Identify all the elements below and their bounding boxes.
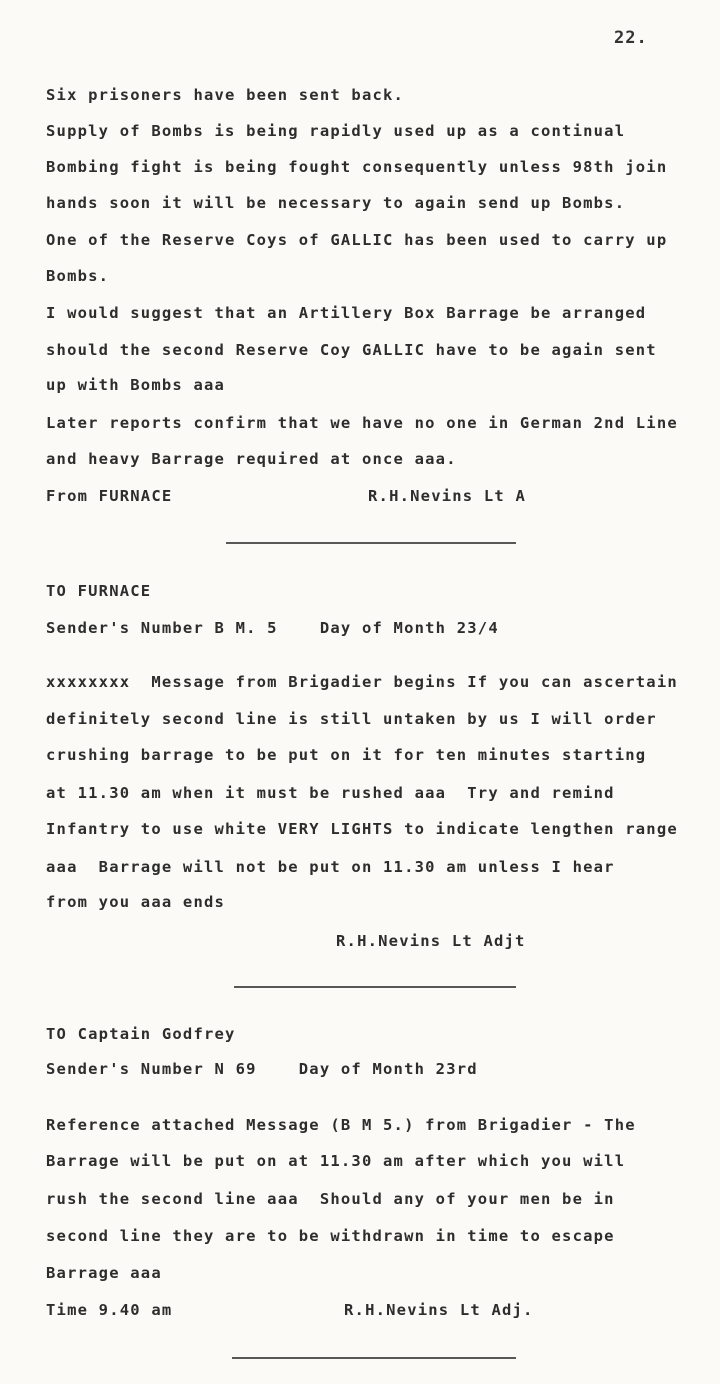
to-line: TO FURNACE xyxy=(46,582,152,600)
divider-rule xyxy=(234,986,516,988)
body-line: Later reports confirm that we have no one in German 2nd Line xyxy=(46,414,678,432)
body-line: second line they are to be withdrawn in time to escape xyxy=(46,1227,615,1245)
to-line: TO Captain Godfrey xyxy=(46,1025,236,1043)
body-line: Reference attached Message (B M 5.) from Brigadier - The xyxy=(46,1116,636,1134)
body-line: hands soon it will be necessary to again send up Bombs. xyxy=(46,194,626,212)
signature: R.H.Nevins Lt A xyxy=(368,487,526,505)
signature: R.H.Nevins Lt Adj. xyxy=(344,1301,534,1319)
sender-line: Sender's Number N 69 Day of Month 23rd xyxy=(46,1060,478,1078)
body-line: aaa Barrage will not be put on 11.30 am unless I hear xyxy=(46,858,615,876)
body-line: Bombing fight is being fought consequently unless 98th join xyxy=(46,158,668,176)
body-line: Infantry to use white VERY LIGHTS to indicate lengthen range xyxy=(46,820,678,838)
body-line: Supply of Bombs is being rapidly used up as a continual xyxy=(46,122,626,140)
page-number: 22. xyxy=(614,28,648,48)
body-line: xxxxxxxx Message from Brigadier begins If you can ascertain xyxy=(46,673,678,691)
body-line: Barrage aaa xyxy=(46,1264,162,1282)
body-line: crushing barrage to be put on it for ten minutes starting xyxy=(46,746,647,764)
body-line: definitely second line is still untaken by us I will order xyxy=(46,710,657,728)
time-line: Time 9.40 am xyxy=(46,1301,173,1319)
from-label: From FURNACE xyxy=(46,487,173,505)
body-line: Barrage will be put on at 11.30 am after which you will xyxy=(46,1152,626,1170)
body-line: should the second Reserve Coy GALLIC have to be again sent xyxy=(46,341,657,359)
body-line: at 11.30 am when it must be rushed aaa Try and remind xyxy=(46,784,615,802)
signature: R.H.Nevins Lt Adjt xyxy=(336,932,526,950)
body-line: I would suggest that an Artillery Box Barrage be arranged xyxy=(46,304,647,322)
body-line: One of the Reserve Coys of GALLIC has been used to carry up xyxy=(46,231,668,249)
divider-rule xyxy=(232,1357,516,1359)
body-line: from you aaa ends xyxy=(46,893,226,911)
sender-line: Sender's Number B M. 5 Day of Month 23/4 xyxy=(46,619,499,637)
body-line: rush the second line aaa Should any of your men be in xyxy=(46,1190,615,1208)
body-line: and heavy Barrage required at once aaa. xyxy=(46,450,457,468)
divider-rule xyxy=(226,542,516,544)
body-line: up with Bombs aaa xyxy=(46,376,226,394)
body-line: Six prisoners have been sent back. xyxy=(46,86,405,104)
body-line: Bombs. xyxy=(46,267,110,285)
